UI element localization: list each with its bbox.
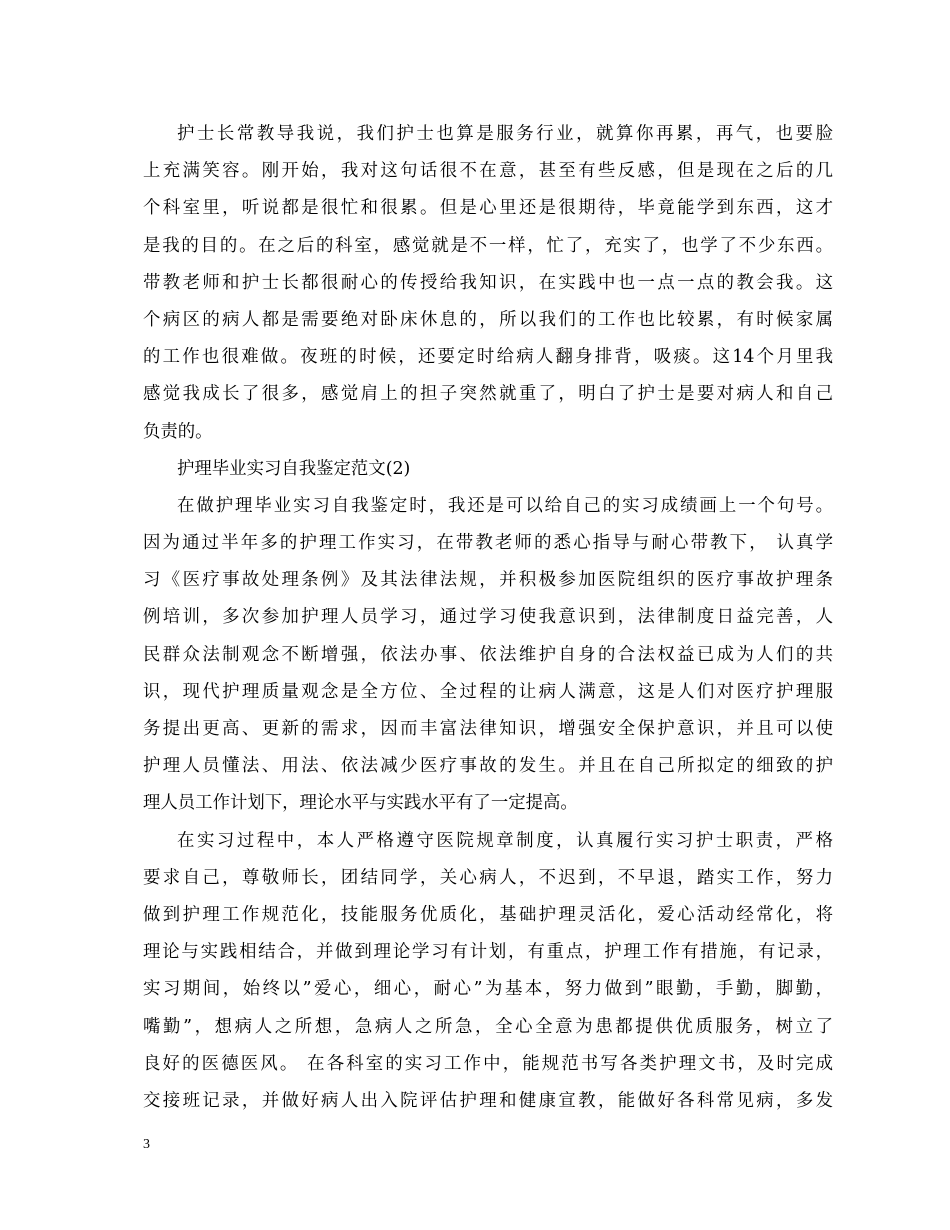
text-line: 的工作也很难做。夜班的时候，还要定时给病人翻身排背，吸痰。这14个月里我 [143, 347, 833, 368]
document-body [143, 116, 833, 1120]
text-line: 在实习过程中，本人严格遵守医院规章制度，认真履行实习护士职责，严格 [177, 830, 833, 851]
text-line: 负责的。 [143, 421, 213, 442]
text-line: 带教老师和护士长都很耐心的传授给我知识，在实践中也一点一点的教会我。这 [143, 272, 833, 293]
text-line: 例培训，多次参加护理人员学习，通过学习使我意识到，法律制度日益完善，人 [143, 607, 833, 628]
text-line: 要求自己，尊敬师长，团结同学，关心病人，不迟到，不早退，踏实工作，努力 [143, 867, 833, 888]
text-line: 理人员工作计划下，理论水平与实践水平有了一定提高。 [143, 793, 578, 814]
text-line: 识，现代护理质量观念是全方位、全过程的让病人满意，这是人们对医疗护理服 [143, 681, 833, 702]
text-line: 习《医疗事故处理条例》及其法律法规，并积极参加医院组织的医疗事故护理条 [143, 570, 833, 591]
text-line: 因为通过半年多的护理工作实习，在带教老师的悉心指导与耐心带教下， 认真学 [143, 533, 833, 554]
text-line: 做到护理工作规范化，技能服务优质化，基础护理灵活化，爱心活动经常化，将 [143, 904, 833, 925]
text-line: 实习期间，始终以”爱心，细心，耐心”为基本，努力做到”眼勤，手勤，脚勤， [143, 979, 833, 1000]
text-line: 护士长常教导我说，我们护士也算是服务行业，就算你再累，再气，也要脸 [177, 124, 833, 144]
page-number: 3 [143, 1137, 150, 1152]
text-line: 感觉我成长了很多，感觉肩上的担子突然就重了，明白了护士是要对病人和自己 [143, 384, 833, 405]
text-line: 个病区的病人都是需要绝对卧床休息的，所以我们的工作也比较累，有时候家属 [143, 309, 833, 330]
text-line: 理论与实践相结合，并做到理论学习有计划，有重点，护理工作有措施，有记录， [143, 942, 833, 963]
text-line: 个科室里，听说都是很忙和很累。但是心里还是很期待，毕竟能学到东西，这才 [143, 198, 833, 219]
text-line: 护理人员懂法、用法、依法减少医疗事故的发生。并且在自己所拟定的细致的护 [143, 756, 833, 777]
text-line: 良好的医德医风。 在各科室的实习工作中，能规范书写各类护理文书，及时完成 [143, 1053, 833, 1074]
text-line: 务提出更高、更新的需求，因而丰富法律知识，增强安全保护意识，并且可以使 [143, 719, 833, 739]
text-line: 嘴勤”，想病人之所想，急病人之所急，全心全意为患都提供优质服务，树立了 [143, 1016, 833, 1037]
text-line: 在做护理毕业实习自我鉴定时，我还是可以给自己的实习成绩画上一个句号。 [177, 495, 833, 516]
section-heading: 护理毕业实习自我鉴定范文(2) [177, 458, 411, 479]
text-line: 是我的目的。在之后的科室，感觉就是不一样，忙了，充实了，也学了不少东西。 [143, 235, 833, 256]
text-line: 交接班记录，并做好病人出入院评估护理和健康宣教，能做好各科常见病，多发 [143, 1090, 833, 1111]
text-line: 民群众法制观念不断增强，依法办事、依法维护自身的合法权益已成为人们的共 [143, 644, 833, 665]
text-line: 上充满笑容。刚开始，我对这句话很不在意，甚至有些反感，但是现在之后的几 [143, 161, 833, 182]
